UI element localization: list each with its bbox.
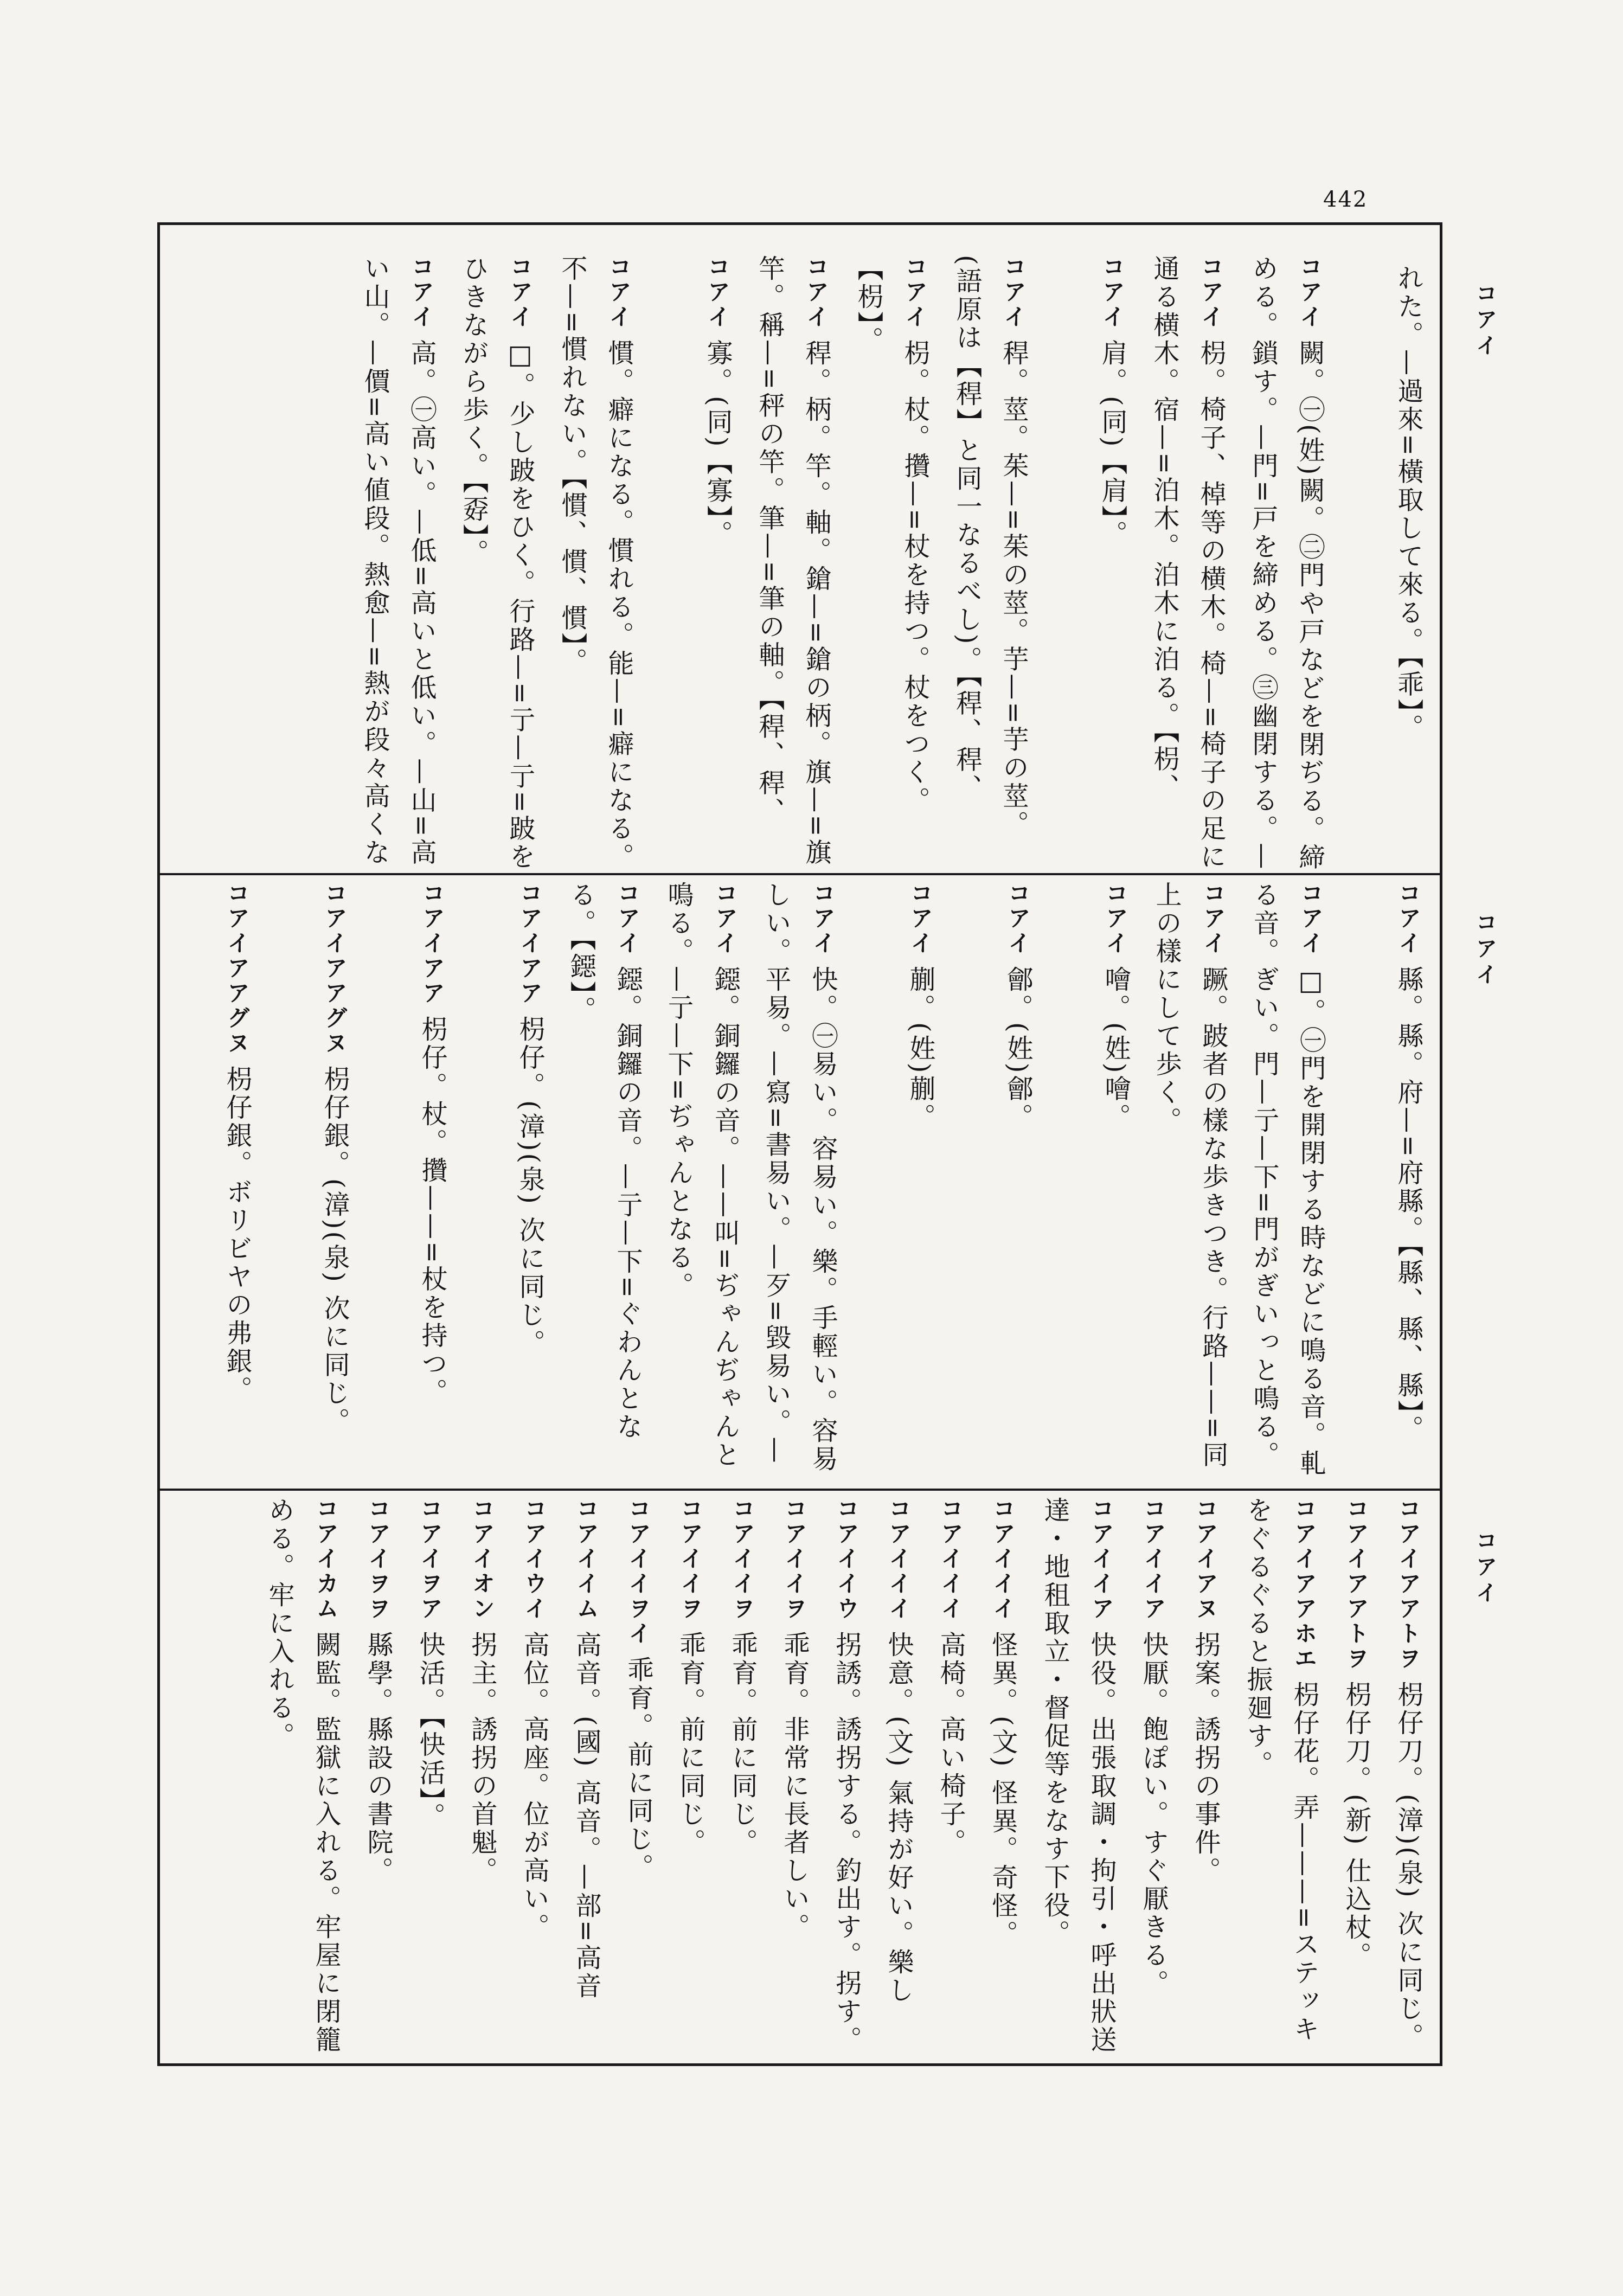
running-head-3: コアイ: [1472, 1529, 1497, 1607]
page-number: 442: [1323, 187, 1368, 212]
entry-headword: コアイアヌ: [1192, 1497, 1219, 1621]
entry-headword: コアイ: [408, 255, 435, 330]
entry-headword: コアイアア: [419, 881, 446, 1006]
entry-definition: 枴。椅子、棹等の横木。椅—=椅子の足に通る横木。宿—=泊木。泊木に泊る。【枴、: [1149, 255, 1226, 871]
entry-definition: 怪異。(文) 怪異。奇怪。: [987, 1631, 1018, 1948]
dictionary-entry: [266, 881, 358, 1480]
entry-definition: 高位。高座。位が高い。: [519, 1631, 549, 1941]
entry-definition: 枴仔花。弄———=ステッキをぐるぐると振廻す。: [1242, 1497, 1319, 2044]
entry-definition: 枴仔刀。(漳)(泉) 次に同じ。: [1393, 1681, 1423, 2051]
entry-definition: 乖育。前に同じ。: [675, 1631, 705, 1857]
dictionary-entry: [1042, 255, 1136, 873]
entry-headword: コアイイヲ: [677, 1497, 704, 1621]
dictionary-entry: [615, 1497, 662, 2055]
dictionary-entry: [1333, 1497, 1380, 2055]
entry-definition: 快。㊀易い。容易い。樂。手輕い。容易しい。平易。—寫=書易い。—歹=毀易い。—: [761, 881, 838, 1473]
running-head-1: コアイ: [1472, 282, 1497, 360]
entry-headword: コアイウイ: [521, 1497, 548, 1621]
entry-headword: コアイ: [1298, 881, 1324, 956]
dictionary-entry: [459, 1497, 505, 2055]
dictionary-entry: [875, 1497, 922, 2055]
dictionary-entry: [1242, 881, 1334, 1480]
dictionary-entry: [667, 1497, 714, 2055]
dictionary-entry: [461, 881, 553, 1480]
entry-definition: 快役。出張取調・拘引・呼出狀送達・地租取立・督促等をなす下役。: [1040, 1497, 1117, 2054]
entry-definition: 枴仔。(漳)(泉) 次に同じ。: [515, 1016, 545, 1358]
entry-definition: 闕監。監獄に入れる。牢屋に閉籠める。牢に入れる。: [264, 1497, 341, 2054]
entry-definition: 拐案。誘拐の事件。: [1190, 1631, 1221, 1885]
dictionary-entry: [754, 881, 846, 1480]
entry-definition: 蒯。(姓)蒯。: [905, 966, 935, 1132]
tier-divider-1: [157, 873, 1442, 875]
entry-definition: 快意。(文) 氣持が好い。樂し: [883, 1631, 914, 2005]
entry-headword: コアイイヲ: [781, 1497, 808, 1621]
dictionary-entry: [1338, 255, 1432, 873]
entry-headword: コアイ: [614, 881, 641, 956]
entry-headword: コアイイイ: [938, 1497, 964, 1621]
dictionary-entry: [1182, 1497, 1229, 2055]
entry-definition: 噲。(姓)噲。: [1100, 966, 1131, 1132]
entry-headword: コアイイム: [573, 1497, 600, 1621]
dictionary-entry: [845, 255, 938, 873]
entry-definition: 稈。莖。茱—=茱の莖。芋—=芋の莖。(語原は【稈】と同一なるべし)。【稈、稈、: [952, 255, 1029, 839]
dictionary-entry: [407, 1497, 453, 2055]
entry-headword: コアイイウ: [833, 1497, 860, 1621]
entry-definition: 鐚。銅鑼の音。—亍—下=ぐわんとなる。【鐚】。: [566, 881, 643, 1441]
dictionary-entry: [549, 255, 642, 873]
entry-definition: 快厭。飽ぽい。すぐ厭きる。: [1138, 1631, 1169, 1998]
entry-definition: れた。—過來=橫取して來る。【乖】。: [1393, 265, 1423, 742]
dictionary-entry: [1141, 255, 1234, 873]
dictionary-entry: [1047, 881, 1139, 1480]
entry-headword: コアイアアトヲ: [1395, 1497, 1422, 1671]
entry-definition: 稈。柄。竿。軸。鎗—=鎗の柄。旗—=旗竿。稱—=秤の竿。筆—=筆の軸。【稈、稈、: [754, 255, 831, 867]
dictionary-entry: [647, 255, 741, 873]
dictionary-entry: [1031, 1497, 1125, 2055]
dictionary-entry: [256, 1497, 349, 2055]
entry-definition: 寡。(同)【寡】。: [702, 339, 733, 549]
dictionary-entry: [1130, 1497, 1177, 2055]
entry-definition: 拐主。誘拐の首魁。: [467, 1631, 497, 1885]
dictionary-entry: [1385, 1497, 1432, 2055]
entry-headword: コアイヲア: [417, 1497, 444, 1621]
dictionary-entry: [979, 1497, 1026, 2055]
entry-definition: 乖育。非常に長者しい。: [779, 1631, 810, 1941]
dictionary-entry: [363, 881, 456, 1480]
dictionary-entry: [944, 255, 1037, 873]
dictionary-entry: [1240, 255, 1333, 873]
entry-definition: 乖育。前に同じ。: [727, 1631, 758, 1857]
entry-headword: コアイ: [1395, 881, 1422, 956]
entry-headword: コアイイイ: [990, 1497, 1016, 1621]
entry-headword: コアイ: [507, 255, 534, 330]
entry-definition: 枴仔銀。(漳)(泉) 次に同じ。: [319, 1066, 350, 1436]
running-head-2: コアイ: [1472, 911, 1497, 989]
entry-headword: コアイ: [606, 255, 632, 330]
entry-headword: コアイアアグヌ: [224, 881, 251, 1056]
entry-headword: コアイ: [810, 881, 836, 956]
entry-headword: コアイ: [1099, 255, 1126, 330]
entry-definition: 快活。【快活】。: [415, 1631, 445, 1831]
dictionary-entry: [656, 881, 748, 1480]
entry-headword: コアイ: [902, 255, 928, 330]
dictionary-entry: [450, 255, 543, 873]
entry-headword: コアイイイ: [886, 1497, 912, 1621]
entry-definition: 枴仔銀。ボリビヤの弗銀。: [222, 1066, 252, 1404]
dictionary-entry: [563, 1497, 610, 2055]
entry-headword: コアイ: [1200, 881, 1227, 956]
entry-headword: コアイ: [1297, 255, 1323, 330]
dictionary-entry: [1339, 881, 1432, 1480]
dictionary-entry: [771, 1497, 818, 2055]
entry-headword: コアイイア: [1140, 1497, 1167, 1621]
entry-definition: 乖育。前に同じ。: [623, 1656, 653, 1882]
entry-headword: コアイ: [1102, 881, 1129, 956]
entry-definition: 拐誘。誘拐する。釣出す。拐す。: [831, 1631, 862, 2054]
entry-headword: コアイ: [712, 881, 739, 956]
entry-headword: コアイヲヲ: [365, 1497, 392, 1621]
entry-definition: 高椅。高い椅子。: [935, 1631, 966, 1857]
dictionary-entry: [168, 881, 260, 1480]
entry-definition: 肩。(同)【肩】。: [1097, 339, 1127, 549]
entry-definition: 鐚。銅鑼の音。——叫=ぢゃんぢゃんと鳴る。—亍—下=ぢゃんとなる。: [663, 881, 740, 1470]
entry-headword: コアイアアトヲ: [1343, 1497, 1370, 1671]
entry-headword: コアイ: [704, 255, 731, 330]
dictionary-entry: [1144, 881, 1236, 1480]
entry-definition: 蹶。跛者の樣な歩きつき。行路——=同上の樣にして歩く。: [1151, 881, 1228, 1470]
dictionary-entry: [851, 881, 944, 1480]
entry-definition: 縣。縣。府—=府縣。【縣、縣、縣】。: [1393, 966, 1423, 1444]
dictionary-entry: [559, 881, 651, 1480]
entry-headword: コアイアアグヌ: [322, 881, 348, 1056]
entry-headword: コアイアアホエ: [1291, 1497, 1318, 1671]
dictionary-entry: [355, 1497, 401, 2055]
entry-headword: コアイイヲイ: [625, 1497, 652, 1646]
entry-headword: コアイ: [1000, 255, 1027, 330]
entry-headword: コアイイヲ: [729, 1497, 756, 1621]
dictionary-entry: [927, 1497, 974, 2055]
entry-definition: □。㊀門を開閉する時などに鳴る音。軋る音。ぎい。門—亍—下=門がぎいっと鳴る。: [1249, 881, 1326, 1478]
dictionary-entry: [1234, 1497, 1327, 2055]
entry-headword: コアイ: [1198, 255, 1224, 330]
dictionary-entry: [351, 255, 445, 873]
entry-definition: 鄶。(姓)鄶。: [1003, 966, 1033, 1132]
entry-headword: コアイアア: [517, 881, 543, 1006]
entry-headword: コアイ: [907, 881, 934, 956]
entry-definition: 高。㊀高い。—低=高いと低い。—山=高い山。—價=高い値段。熱愈—=熱が段々高くな: [360, 255, 437, 867]
dictionary-entry: [719, 1497, 766, 2055]
entry-definition: 慣。癖になる。慣れる。能—=癖になる。不—=慣れない。【慣、慣、慣】。: [557, 255, 634, 871]
dictionary-entry: [746, 255, 839, 873]
entry-headword: コアイカム: [313, 1497, 339, 1621]
tier-divider-2: [157, 1489, 1442, 1491]
dictionary-entry: [511, 1497, 557, 2055]
entry-definition: 枴。杖。攢—=杖を持つ。杖をつく。【枴】。: [853, 255, 930, 815]
entry-headword: コアイイア: [1088, 1497, 1115, 1621]
tier-top: [163, 255, 1432, 873]
entry-headword: コアイ: [1005, 881, 1031, 956]
entry-definition: 高音。(國) 高音。—部=高音: [571, 1631, 601, 2000]
entry-definition: 縣學。縣設の書院。: [363, 1631, 393, 1885]
entry-definition: 闕。㊀(姓)闕。㊁門や戸などを閉ぢる。締める。鎖す。—門=戸を締める。㊂幽閉する。—: [1248, 255, 1325, 872]
tier-middle: [163, 881, 1432, 1480]
entry-headword: コアイオン: [469, 1497, 496, 1621]
entry-definition: 枴仔刀。(新) 仕込杖。: [1341, 1681, 1371, 1970]
dictionary-entry: [949, 881, 1041, 1480]
entry-definition: 枴仔。杖。攢——=杖を持つ。: [417, 1016, 447, 1407]
entry-headword: コアイ: [803, 255, 830, 330]
dictionary-entry: [823, 1497, 870, 2055]
entry-definition: □。少し跛をひく。行路—=亍—亍=跛をひきながら歩く。【孬】。: [458, 255, 535, 871]
tier-bottom: [163, 1497, 1432, 2055]
